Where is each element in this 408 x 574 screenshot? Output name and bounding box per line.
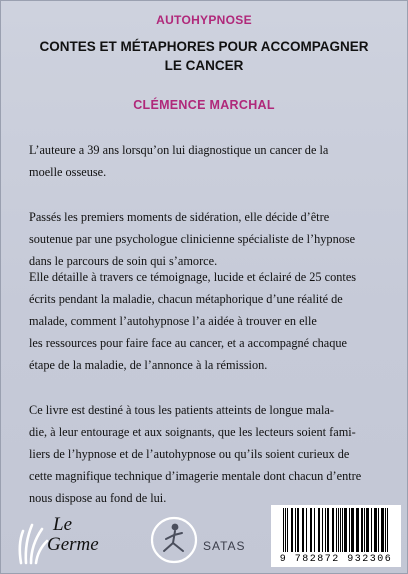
blurb-paragraph-4	[29, 399, 389, 509]
blurb-paragraph-1	[29, 139, 389, 183]
text-line: Elle détaille à travers ce témoignage, lucide et éclairé de 25 contes	[29, 270, 357, 284]
isbn-number: 9 782872 932306	[279, 554, 393, 565]
text-line: nous dispose au fond de lui.	[29, 491, 167, 505]
satas-logo	[149, 513, 249, 569]
text-line: dans le parcours de soin qui s’amorce.	[29, 254, 218, 268]
le-germe-line-2: Germe	[47, 534, 99, 555]
author-name: CLÉMENCE MARCHAL	[133, 98, 275, 112]
text-line: les ressources pour faire face au cancer, et a accompagné chaque	[29, 336, 348, 350]
blurb-paragraph-3	[29, 266, 389, 376]
text-line: die, à leur entourage et aux soignants, que les lecteurs soient fami-	[29, 425, 356, 439]
book-title-line-1: CONTES ET MÉTAPHORES POUR ACCOMPAGNER	[39, 39, 369, 54]
text-line: moelle osseuse.	[29, 165, 107, 179]
le-germe-logo	[15, 511, 135, 569]
text-line: L’auteure a 39 ans lorsqu’on lui diagnostique un cancer de la	[29, 143, 329, 157]
book-title	[1, 37, 407, 75]
text-line: malade, comment l’autohypnose l’a aidée à trouver en elle	[29, 314, 317, 328]
text-line: soutenue par une psychologue clinicienne spécialiste de l’hypnose	[29, 232, 356, 246]
blurb-paragraph-2	[29, 206, 389, 272]
text-line: cette magnifique technique d’imagerie mentale dont chacun d’entre	[29, 469, 362, 483]
le-germe-wordmark	[47, 514, 99, 555]
isbn-barcode	[271, 505, 401, 567]
meditating-figure-icon	[149, 513, 199, 567]
text-line: Passés les premiers moments de sidération, elle décide d’être	[29, 210, 330, 224]
text-line: écrits pendant la maladie, chacun métaphorique d’une réalité de	[29, 292, 343, 306]
barcode-icon	[281, 508, 391, 552]
text-line: Ce livre est destiné à tous les patients atteints de longue mala-	[29, 403, 334, 417]
book-title-line-2: LE CANCER	[164, 58, 244, 73]
series-label: AUTOHYPNOSE	[156, 13, 252, 27]
le-germe-line-1: Le	[53, 514, 72, 535]
text-line: étape de la maladie, de l’annonce à la rémission.	[29, 358, 268, 372]
text-line: liers de l’hypnose et de l’autohypnose ou qu’ils soient curieux de	[29, 447, 350, 461]
sprout-icon	[15, 515, 51, 567]
satas-wordmark: SATAS	[203, 539, 246, 553]
